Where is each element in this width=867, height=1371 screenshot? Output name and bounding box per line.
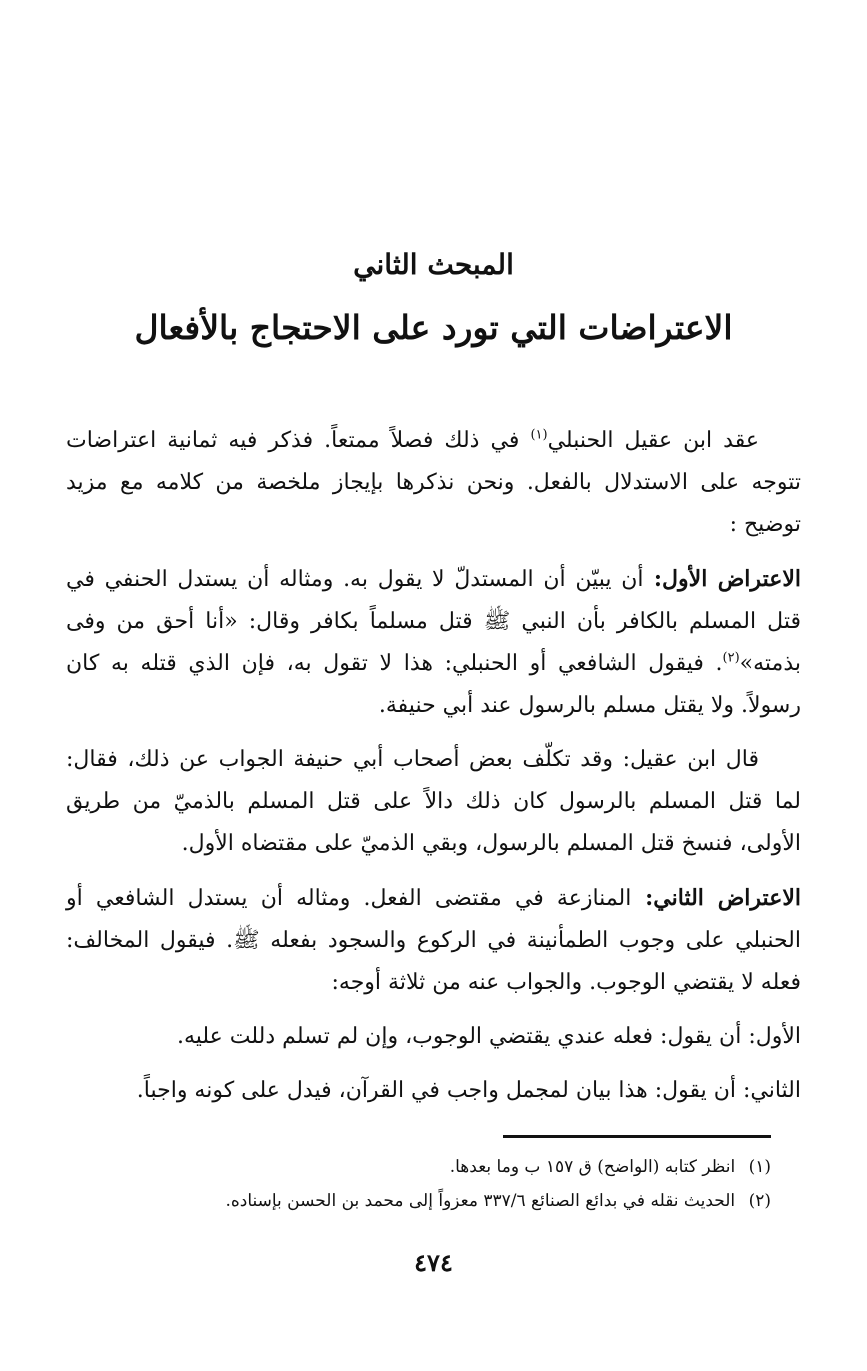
paragraph-intro bbox=[66, 420, 801, 546]
footnotes bbox=[66, 1150, 771, 1218]
objection-heading: الاعتراض الثاني: bbox=[631, 885, 801, 911]
paragraph-text: . فيقول الشافعي أو الحنبلي: هذا لا تقول به، فإن الذي قتله به كان رسولاً. ولا يقتل مسلم بالرسول عند أبي حنيفة. bbox=[66, 651, 801, 718]
footnote-separator bbox=[503, 1135, 771, 1138]
page-number: ٤٧٤ bbox=[414, 1248, 453, 1277]
section-title: الاعتراضات التي تورد على الاحتجاج بالأفعال bbox=[134, 308, 733, 347]
footnote-text: انظر كتابه (الواضح) ق ١٥٧ ب وما بعدها. bbox=[449, 1157, 736, 1177]
paragraph-text: في ذلك فصلاً ممتعاً. فذكر فيه ثمانية اعتراضات تتوجه على الاستدلال بالفعل. ونحن نذكرها بإيجاز ملخصة من كلامه مع مزيد توضيح : bbox=[66, 428, 801, 537]
paragraph-ibn-aqil: قال ابن عقيل: وقد تكلّف بعض أصحاب أبي حنيفة الجواب عن ذلك، فقال: لما قتل المسلم بالرسول كان ذلك دالاً على قتل المسلم بالذميّ من طريق الأولى، فنسخ قتل المسلم بالرسول، وبقي الذميّ على مقتضاه الأول. bbox=[66, 747, 801, 856]
chapter-title: المبحث الثاني bbox=[353, 248, 514, 281]
footnote-item bbox=[66, 1184, 771, 1218]
paragraph-answer-2: الثاني: أن يقول: هذا بيان لمجمل واجب في القرآن، فيدل على كونه واجباً. bbox=[136, 1078, 801, 1103]
main-text bbox=[66, 420, 801, 1124]
footnote-reference: (١) bbox=[530, 427, 548, 443]
footnote-item bbox=[66, 1150, 771, 1184]
paragraph-text: عقد ابن عقيل الحنبلي bbox=[547, 428, 759, 453]
paragraph-answer-1: الأول: أن يقول: فعله عندي يقتضي الوجوب، وإن لم تسلم دللت عليه. bbox=[176, 1024, 801, 1049]
paragraph-objection-2 bbox=[66, 877, 801, 1004]
objection-heading: الاعتراض الأول: bbox=[643, 566, 801, 592]
footnote-number: (٢) bbox=[748, 1191, 771, 1211]
paragraph-objection-1 bbox=[66, 558, 801, 727]
footnote-text: الحديث نقله في بدائع الصنائع ٣٣٧/٦ معزواً إلى محمد بن الحسن بإسناده. bbox=[225, 1191, 736, 1211]
paragraph-text: أن يبيّن أن المستدلّ لا يقول به. ومثاله أن يستدل الحنفي في قتل المسلم بالكافر بأن النبي ﷺ قتل مسلماً بكافر وقال: «أنا أحق من وفى بذمته» bbox=[66, 567, 801, 676]
footnote-reference: (٢) bbox=[722, 650, 740, 666]
footnote-number: (١) bbox=[748, 1157, 771, 1177]
paragraph-text: المنازعة في مقتضى الفعل. ومثاله أن يستدل الشافعي أو الحنبلي على وجوب الطمأنينة في الركوع والسجود بفعله ﷺ. فيقول المخالف: فعله لا يقتضي الوجوب. والجواب عنه من ثلاثة أوجه: bbox=[66, 886, 801, 995]
